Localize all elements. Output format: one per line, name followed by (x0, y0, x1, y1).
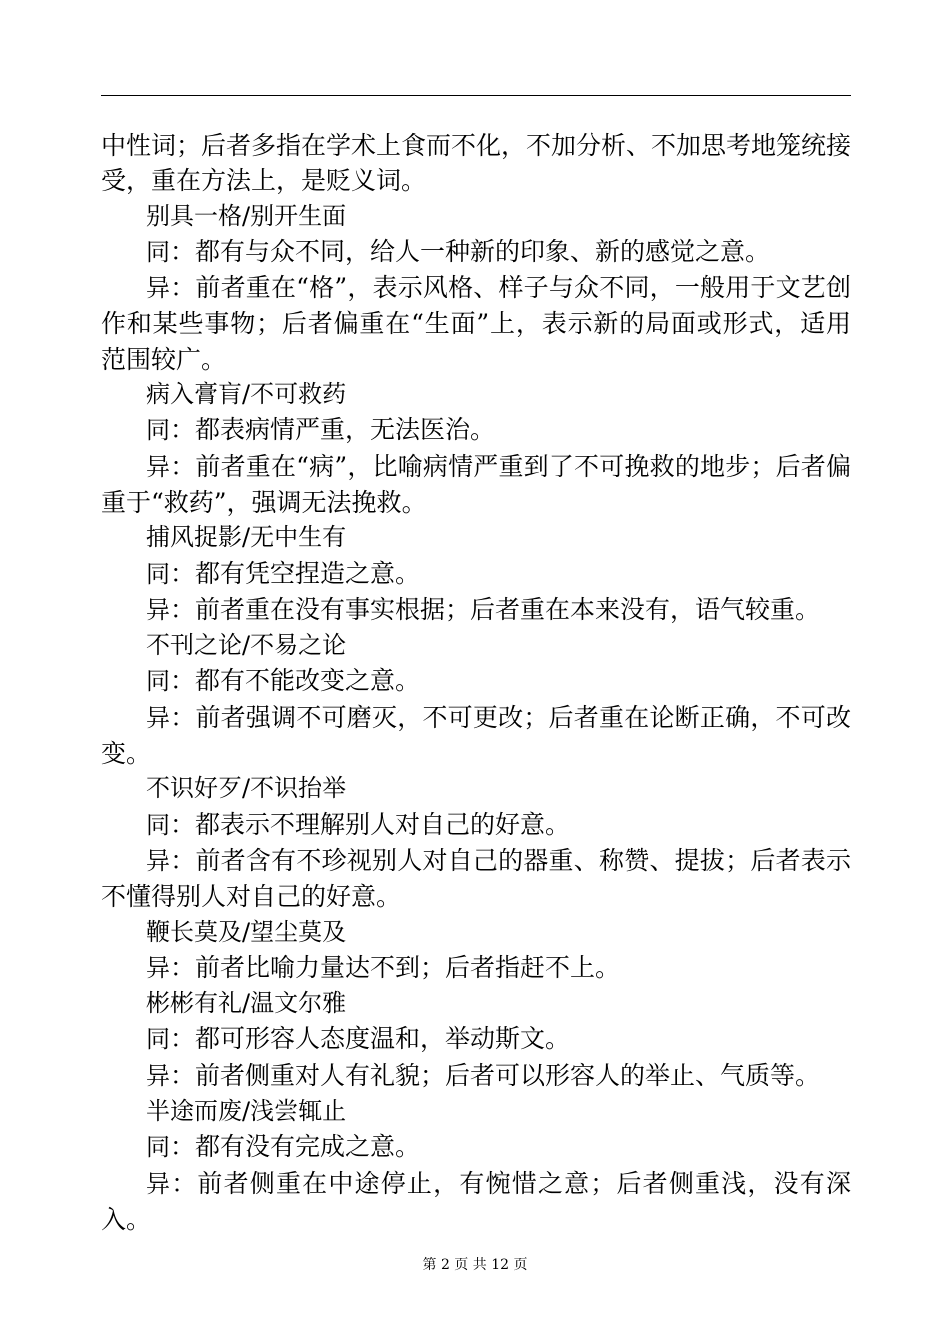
diff-text: ：前者含有不珍视别人对自己的器重、称赞、提拔；后者表示不懂得别人对自己的好意。 (101, 845, 851, 912)
same-label: 同 (146, 237, 170, 266)
same-label: 同 (146, 1133, 170, 1162)
same-text: ：都可形容人态度温和，举动斯文。 (170, 1024, 571, 1054)
entry-heading: 鞭长莫及/望尘莫及 (146, 917, 347, 946)
diff-text: ：前者重在没有事实根据；后者重在本来没有，语气较重。 (170, 594, 821, 624)
entry-same (101, 1129, 851, 1165)
entry-same (101, 663, 851, 699)
entry-diff (101, 270, 851, 377)
entry-heading: 彬彬有礼/温文尔雅 (146, 989, 347, 1018)
diff-text: ：前者侧重在中途停止，有惋惜之意；后者侧重浅，没有深入。 (101, 1168, 851, 1234)
diff-text: ：前者比喻力量达不到；后者指赶不上。 (170, 952, 621, 982)
same-text: ：都有不能改变之意。 (170, 666, 421, 696)
entry-diff (101, 1058, 851, 1094)
diff-label: 异 (146, 703, 171, 732)
entry-diff (101, 1166, 851, 1238)
diff-label: 异 (146, 953, 170, 982)
same-label: 同 (146, 416, 170, 445)
entry-same (101, 807, 851, 843)
page-number: 第 2 页 共 12 页 (422, 1257, 528, 1273)
entry-heading: 别具一格/别开生面 (146, 201, 347, 230)
entry-same (101, 412, 851, 448)
diff-label: 异 (146, 1169, 172, 1198)
entry-diff (101, 700, 851, 772)
diff-text: ：前者重在“病”，比喻病情严重到了不可挽救的地步；后者偏重于“救药”，强调无法挽救。 (101, 451, 851, 517)
entry-heading: 病入膏肓/不可救药 (146, 380, 347, 409)
diff-label: 异 (146, 452, 171, 481)
same-text: ：都表示不理解别人对自己的好意。 (170, 809, 571, 839)
entry-diff (101, 843, 851, 915)
entry-heading: 不刊之论/不易之论 (146, 631, 347, 660)
entry-same (101, 234, 851, 270)
entry-diff (101, 950, 851, 986)
diff-text: ：前者强调不可磨灭，不可更改；后者重在论断正确，不可改变。 (101, 702, 851, 769)
diff-label: 异 (146, 274, 171, 303)
diff-text: ：前者侧重对人有礼貌；后者可以形容人的举止、气质等。 (170, 1060, 821, 1090)
entry-same (101, 1021, 851, 1057)
diff-label: 异 (146, 1061, 170, 1090)
diff-text: ：前者重在“格”，表示风格、样子与众不同，一般用于文艺创作和某些事物；后者偏重在“生面”上，表示新的局面或形式，适用范围较广。 (101, 273, 851, 374)
entry-same (101, 556, 851, 592)
entry-heading: 半途而废/浅尝辄止 (146, 1097, 347, 1126)
intro-paragraph: 中性词；后者多指在学术上食而不化，不加分析、不加思考地笼统接受，重在方法上，是贬义词。 (101, 131, 852, 196)
same-text: ：都表病情严重，无法医治。 (170, 415, 496, 445)
entry-diff (101, 592, 851, 628)
entry-heading: 不识好歹/不识抬举 (146, 774, 347, 803)
same-label: 同 (146, 667, 170, 696)
diff-label: 异 (146, 846, 171, 875)
same-text: ：都有凭空捏造之意。 (170, 558, 421, 588)
header-rule (101, 95, 851, 96)
same-text: ：都有没有完成之意。 (170, 1132, 421, 1162)
entry-diff (101, 449, 851, 521)
same-label: 同 (146, 810, 170, 839)
same-label: 同 (146, 559, 170, 588)
entry-heading: 捕风捉影/无中生有 (146, 523, 347, 552)
diff-label: 异 (146, 595, 170, 624)
same-label: 同 (146, 1025, 170, 1054)
document-body (101, 128, 851, 1237)
same-text: ：都有与众不同，给人一种新的印象、新的感觉之意。 (170, 236, 771, 266)
